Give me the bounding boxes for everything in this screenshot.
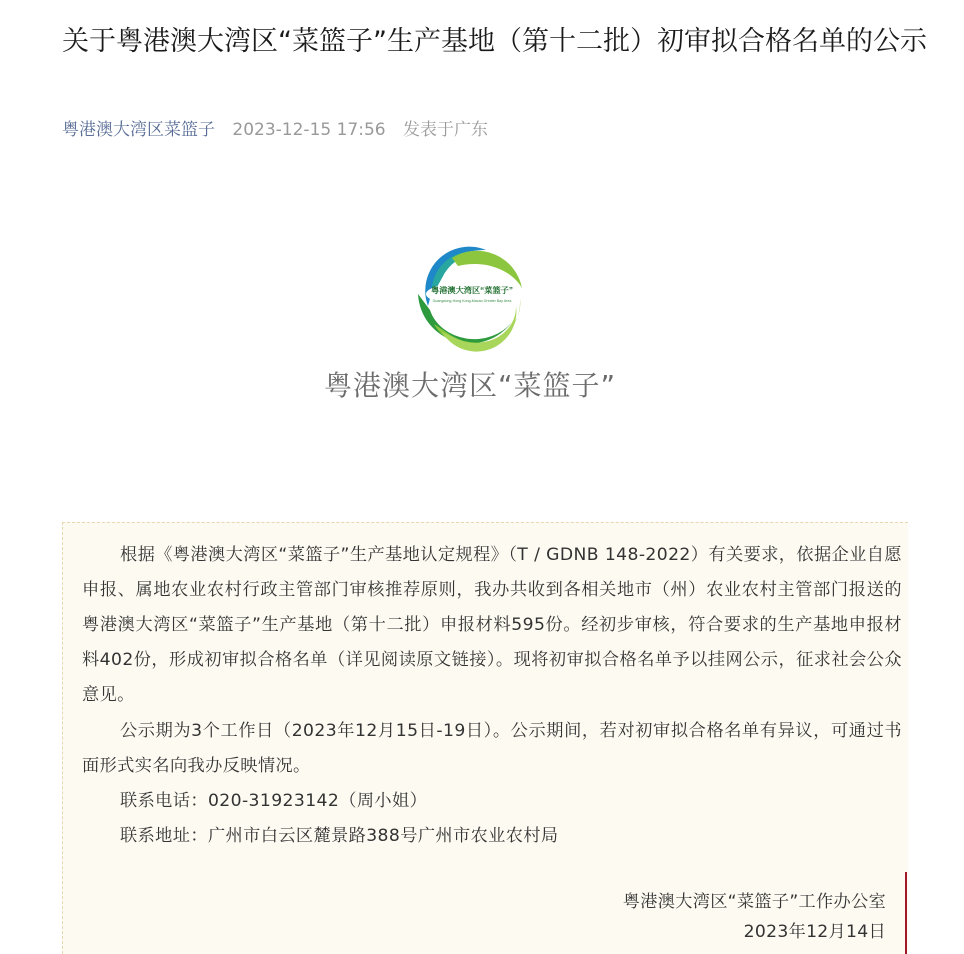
contact-phone: 联系电话：020-31923142（周小姐） [120,791,428,811]
notice-paragraph-1: 根据《粤港澳大湾区“菜篮子”生产基地认定规程》（T / GDNB 148-2022）有关要求，依据企业自愿申报、属地农业农村行政主管部门审核推荐原则，我办共收到各相关地市（州）农业农村主管部门报送的粤港澳大湾区“菜篮子”生产基地（第十二批）申报材料595份。经初步审核，符合要求的生产基地申报材料402份，形成初审拟合格名单（详见阅读原文链接）。现将初审拟合格名单予以挂网公示，征求社会公众意见。 [82,545,902,705]
logo-image [300,236,640,416]
signature-organization: 粤港澳大湾区“菜篮子”工作办公室 [622,892,886,912]
contact-address: 联系地址：广州市白云区麓景路388号广州市农业农村局 [120,826,559,846]
notice-accent-rule [905,872,907,954]
notice-paragraph-2: 公示期为3个工作日（2023年12月15日-19日）。公示期间，若对初审拟合格名单有异议，可通过书面形式实名向我办反映情况。 [82,721,902,776]
logo-en-text: Guangdong-Hong Kong-Macao Greater Bay Area [432,299,512,303]
account-name-link[interactable]: 粤港澳大湾区菜篮子 [62,120,215,140]
article-meta [62,118,488,142]
publish-location: 发表于广东 [403,120,489,140]
logo-cn-text: 粤港澳大湾区“菜篮子” [431,286,513,295]
article-title: 关于粤港澳大湾区“菜篮子”生产基地（第十二批）初审拟合格名单的公示 [62,26,927,57]
logo-caption: 粤港澳大湾区“菜篮子” [323,369,616,402]
signature-date: 2023年12月14日 [743,922,886,942]
basket-logo-icon [412,236,528,352]
publish-time: 2023-12-15 17:56 [232,120,386,140]
